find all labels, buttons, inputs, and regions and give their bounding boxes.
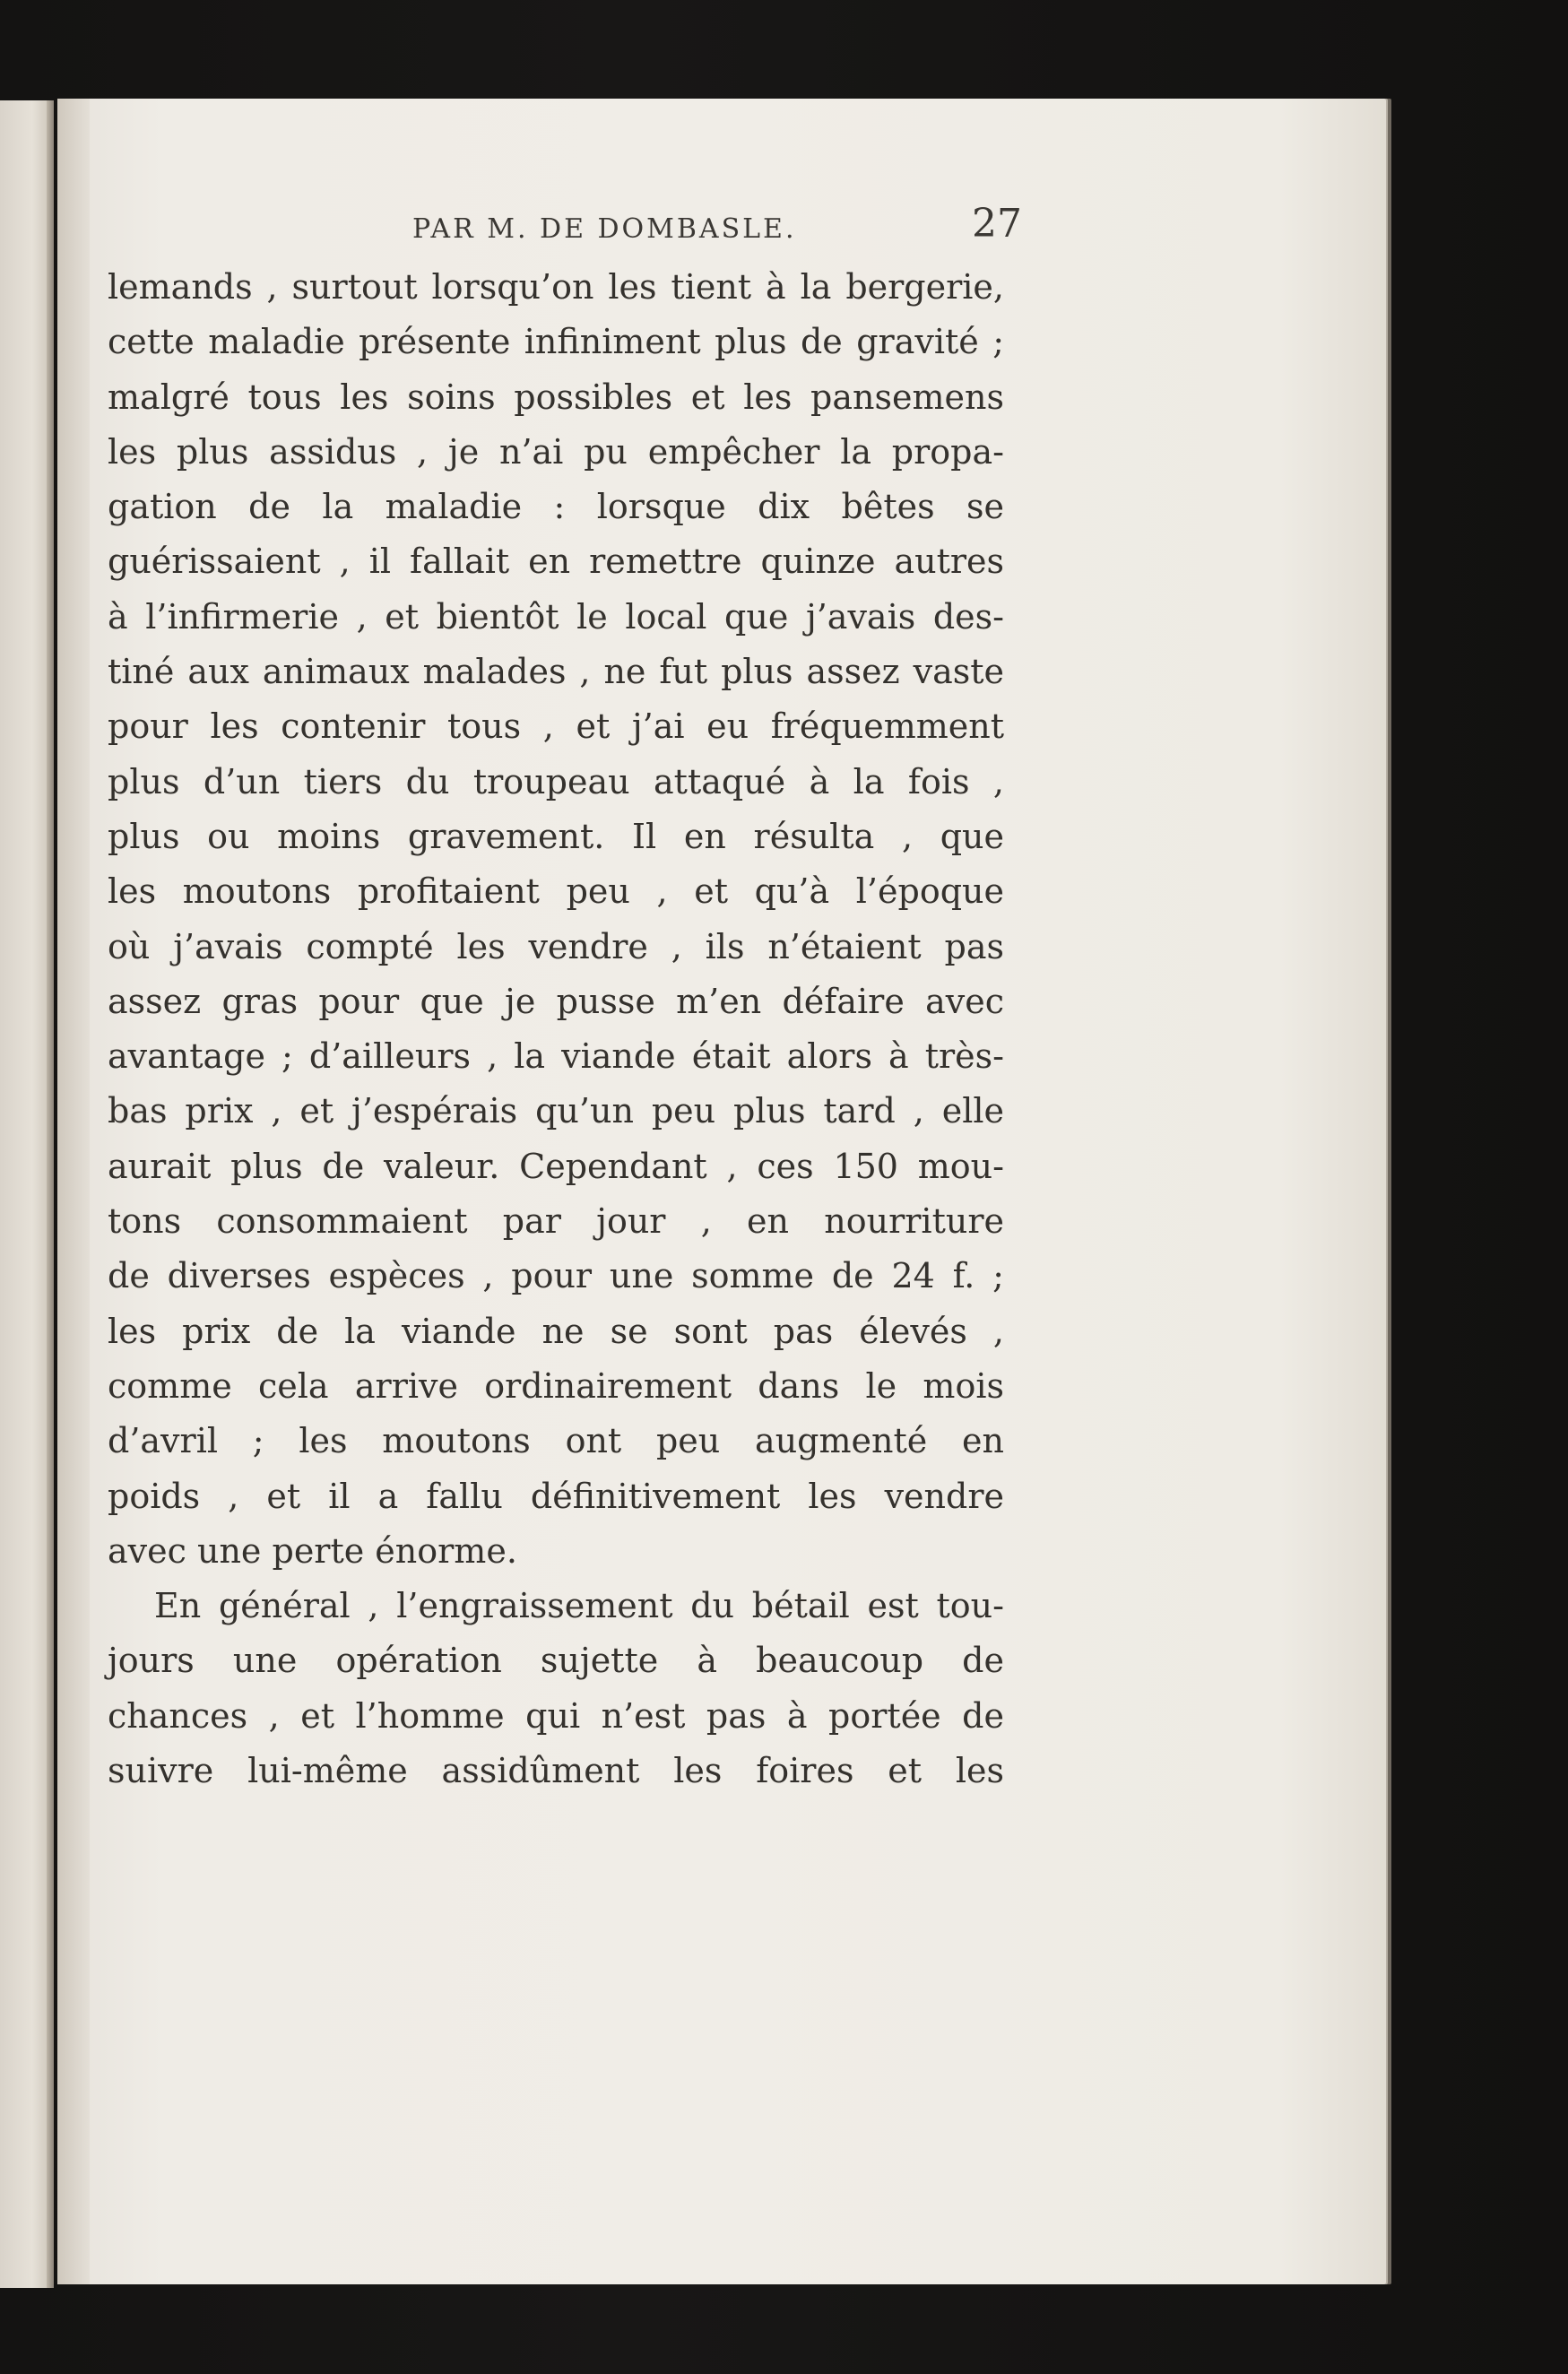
- text-line: les prix de la viande ne se sont pas élevés ,: [108, 1311, 1004, 1351]
- text-line: guérissaient , il fallait en remettre quinze autres: [108, 542, 1004, 582]
- body-text: [108, 260, 1004, 1798]
- text-line: chances , et l’homme qui n’est pas à portée de: [108, 1695, 1004, 1736]
- text-line: où j’avais compté les vendre , ils n’étaient pas: [108, 926, 1004, 966]
- page-gutter-shadow: [57, 99, 90, 2284]
- text-line: aurait plus de valeur. Cependant , ces 150 mou-: [108, 1146, 1004, 1186]
- text-line: malgré tous les soins possibles et les pansemens: [108, 377, 1004, 417]
- previous-page-edge: [0, 100, 54, 2288]
- text-line: assez gras pour que je pusse m’en défaire avec: [108, 981, 1004, 1021]
- paragraph-end-line: avec une perte énorme.: [108, 1530, 517, 1571]
- text-line: poids , et il a fallu définitivement les vendre: [108, 1476, 1004, 1516]
- text-line: d’avril ; les moutons ont peu augmenté en: [108, 1421, 1004, 1461]
- text-line: cette maladie présente infiniment plus de gravité ;: [108, 322, 1004, 362]
- running-head: [108, 201, 1022, 264]
- text-line: gation de la maladie : lorsque dix bêtes se: [108, 487, 1004, 527]
- paragraph-start-line: En général , l’engraissement du bétail est tou-: [154, 1586, 1004, 1626]
- text-line: comme cela arrive ordinairement dans le mois: [108, 1365, 1004, 1406]
- page-number: 27: [972, 201, 1022, 247]
- text-line: tiné aux animaux malades , ne fut plus assez vaste: [108, 652, 1004, 692]
- text-line: tons consommaient par jour , en nourriture: [108, 1201, 1004, 1242]
- text-line: pour les contenir tous , et j’ai eu fréquemment: [108, 706, 1004, 747]
- text-line: avantage ; d’ailleurs , la viande était alors à très-: [108, 1036, 1004, 1077]
- text-line: jours une opération sujette à beaucoup de: [108, 1641, 1004, 1681]
- text-line: les moutons profitaient peu , et qu’à l’époque: [108, 871, 1004, 912]
- text-line: de diverses espèces , pour une somme de 24 f. ;: [108, 1256, 1004, 1296]
- text-line: à l’infirmerie , et bientôt le local que j’avais des-: [108, 596, 1004, 637]
- text-line: les plus assidus , je n’ai pu empêcher la propa-: [108, 431, 1004, 472]
- text-line: plus ou moins gravement. Il en résulta , que: [108, 816, 1004, 856]
- text-line: plus d’un tiers du troupeau attaqué à la fois ,: [108, 761, 1004, 801]
- running-head-title: PAR M. DE DOMBASLE.: [412, 213, 797, 245]
- text-line: lemands , surtout lorsqu’on les tient à la bergerie,: [108, 267, 1004, 307]
- text-line: bas prix , et j’espérais qu’un peu plus tard , elle: [108, 1091, 1004, 1131]
- text-line: suivre lui-même assidûment les foires et les: [108, 1751, 1004, 1791]
